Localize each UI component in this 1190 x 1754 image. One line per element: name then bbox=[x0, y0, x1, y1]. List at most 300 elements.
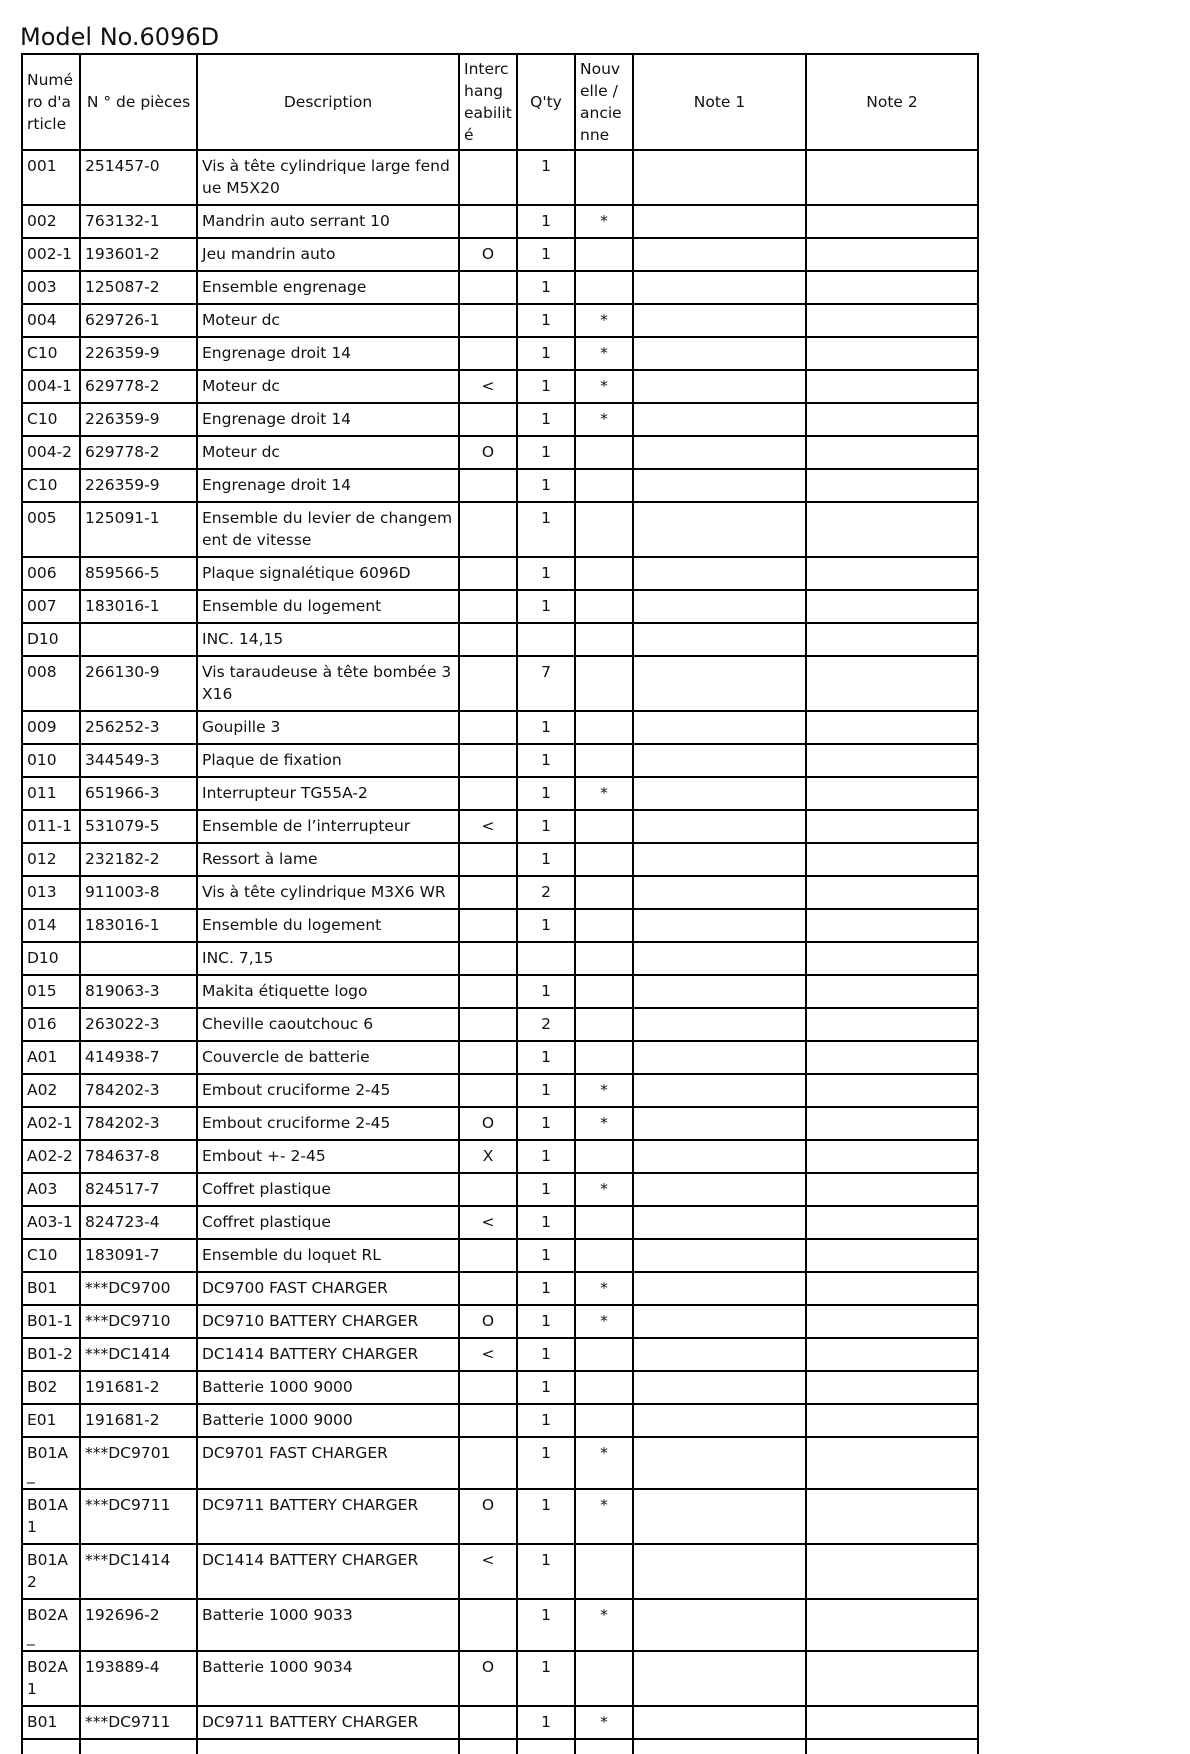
cell-quantity: 1 bbox=[517, 557, 575, 590]
cell-description: DC9701 FAST CHARGER bbox=[197, 1437, 459, 1489]
cell-note1 bbox=[633, 205, 806, 238]
cell-note2 bbox=[806, 271, 978, 304]
table-row bbox=[22, 337, 978, 370]
cell-new-old bbox=[575, 271, 633, 304]
header-note1: Note 1 bbox=[633, 54, 806, 150]
cell-description: Coffret plastique bbox=[197, 1206, 459, 1239]
cell-item-number: 013 bbox=[22, 876, 80, 909]
cell-quantity: 1 bbox=[517, 1599, 575, 1651]
cell-new-old: * bbox=[575, 205, 633, 238]
cell-note2 bbox=[806, 1107, 978, 1140]
table-row bbox=[22, 1272, 978, 1305]
cell-interchangeability bbox=[459, 590, 517, 623]
cell-note2 bbox=[806, 656, 978, 711]
cell-note1 bbox=[633, 1041, 806, 1074]
cell-interchangeability: O bbox=[459, 1305, 517, 1338]
cell-new-old bbox=[575, 843, 633, 876]
cell-part-number: 183091-7 bbox=[80, 1239, 197, 1272]
cell-note2 bbox=[806, 876, 978, 909]
cell-item-number: A02 bbox=[22, 1074, 80, 1107]
cell-quantity: 1 bbox=[517, 777, 575, 810]
cell-note1 bbox=[633, 238, 806, 271]
cell-note1 bbox=[633, 150, 806, 205]
cell-quantity: 1 bbox=[517, 1173, 575, 1206]
cell-new-old bbox=[575, 238, 633, 271]
cell-part-number: 226359-9 bbox=[80, 403, 197, 436]
cell-description: Ensemble engrenage bbox=[197, 271, 459, 304]
cell-quantity bbox=[517, 942, 575, 975]
cell-quantity: 1 bbox=[517, 1544, 575, 1599]
cell-note1 bbox=[633, 1544, 806, 1599]
table-body bbox=[22, 150, 978, 1754]
cell-note2 bbox=[806, 1371, 978, 1404]
table-row bbox=[22, 1437, 978, 1489]
cell-interchangeability bbox=[459, 1371, 517, 1404]
cell-description: Engrenage droit 14 bbox=[197, 337, 459, 370]
cell-description: Vis à tête cylindrique large fendue M5X20 bbox=[197, 150, 459, 205]
cell-note2 bbox=[806, 205, 978, 238]
cell-interchangeability bbox=[459, 271, 517, 304]
cell-new-old bbox=[575, 656, 633, 711]
cell-part-number: 344549-3 bbox=[80, 744, 197, 777]
table-row bbox=[22, 1041, 978, 1074]
cell-note1 bbox=[633, 370, 806, 403]
cell-quantity: 1 bbox=[517, 843, 575, 876]
cell-quantity: 1 bbox=[517, 1371, 575, 1404]
cell-empty bbox=[197, 1739, 459, 1754]
cell-note2 bbox=[806, 711, 978, 744]
cell-description: Embout +- 2-45 bbox=[197, 1140, 459, 1173]
cell-note2 bbox=[806, 403, 978, 436]
cell-note2 bbox=[806, 1489, 978, 1544]
cell-part-number: 414938-7 bbox=[80, 1041, 197, 1074]
header-interchangeability: Interc hang eabilit é bbox=[459, 54, 517, 150]
cell-new-old bbox=[575, 1371, 633, 1404]
table-row bbox=[22, 469, 978, 502]
cell-note2 bbox=[806, 1206, 978, 1239]
cell-item-number: 015 bbox=[22, 975, 80, 1008]
table-row bbox=[22, 810, 978, 843]
cell-quantity: 1 bbox=[517, 150, 575, 205]
cell-note1 bbox=[633, 436, 806, 469]
cell-description: Ressort à lame bbox=[197, 843, 459, 876]
cell-interchangeability bbox=[459, 502, 517, 557]
cell-new-old bbox=[575, 744, 633, 777]
cell-item-number: 011-1 bbox=[22, 810, 80, 843]
cell-interchangeability bbox=[459, 843, 517, 876]
cell-interchangeability bbox=[459, 469, 517, 502]
cell-new-old: * bbox=[575, 1074, 633, 1107]
cell-part-number: ***DC9711 bbox=[80, 1706, 197, 1739]
cell-item-number: 010 bbox=[22, 744, 80, 777]
cell-description: Coffret plastique bbox=[197, 1173, 459, 1206]
cell-description: DC9710 BATTERY CHARGER bbox=[197, 1305, 459, 1338]
cell-part-number bbox=[80, 942, 197, 975]
cell-description: DC9711 BATTERY CHARGER bbox=[197, 1489, 459, 1544]
table-row bbox=[22, 205, 978, 238]
cell-item-number: 009 bbox=[22, 711, 80, 744]
cell-part-number: 263022-3 bbox=[80, 1008, 197, 1041]
cell-part-number: 183016-1 bbox=[80, 909, 197, 942]
cell-item-number: 001 bbox=[22, 150, 80, 205]
cell-new-old bbox=[575, 942, 633, 975]
cell-item-number: 012 bbox=[22, 843, 80, 876]
header-description: Description bbox=[197, 54, 459, 150]
cell-interchangeability bbox=[459, 1437, 517, 1489]
cell-note1 bbox=[633, 1239, 806, 1272]
cell-empty bbox=[459, 1739, 517, 1754]
cell-quantity: 1 bbox=[517, 1074, 575, 1107]
page-title: Model No.6096D bbox=[20, 23, 220, 51]
table-row bbox=[22, 909, 978, 942]
cell-note1 bbox=[633, 271, 806, 304]
cell-note1 bbox=[633, 1706, 806, 1739]
cell-interchangeability bbox=[459, 909, 517, 942]
cell-item-number: 004 bbox=[22, 304, 80, 337]
cell-note1 bbox=[633, 502, 806, 557]
cell-part-number: ***DC1414 bbox=[80, 1338, 197, 1371]
cell-empty bbox=[633, 1739, 806, 1754]
header-note2: Note 2 bbox=[806, 54, 978, 150]
cell-description: Engrenage droit 14 bbox=[197, 469, 459, 502]
cell-note1 bbox=[633, 843, 806, 876]
cell-interchangeability bbox=[459, 403, 517, 436]
cell-part-number: 784202-3 bbox=[80, 1107, 197, 1140]
cell-item-number: E01 bbox=[22, 1404, 80, 1437]
cell-new-old bbox=[575, 1140, 633, 1173]
table-row bbox=[22, 557, 978, 590]
cell-item-number: 004-2 bbox=[22, 436, 80, 469]
cell-description: Plaque de fixation bbox=[197, 744, 459, 777]
cell-interchangeability bbox=[459, 304, 517, 337]
table-row bbox=[22, 403, 978, 436]
cell-new-old bbox=[575, 810, 633, 843]
cell-new-old bbox=[575, 469, 633, 502]
cell-description: INC. 14,15 bbox=[197, 623, 459, 656]
cell-interchangeability bbox=[459, 1239, 517, 1272]
cell-new-old: * bbox=[575, 1272, 633, 1305]
cell-note1 bbox=[633, 1371, 806, 1404]
cell-part-number: 784202-3 bbox=[80, 1074, 197, 1107]
cell-note1 bbox=[633, 557, 806, 590]
cell-new-old bbox=[575, 1041, 633, 1074]
cell-new-old bbox=[575, 436, 633, 469]
table-header-row bbox=[22, 54, 978, 150]
table-row bbox=[22, 1651, 978, 1706]
cell-note2 bbox=[806, 1599, 978, 1651]
cell-item-number: B01-2 bbox=[22, 1338, 80, 1371]
cell-note1 bbox=[633, 777, 806, 810]
table-row bbox=[22, 502, 978, 557]
cell-note2 bbox=[806, 1140, 978, 1173]
cell-note2 bbox=[806, 1173, 978, 1206]
cell-item-number: C10 bbox=[22, 337, 80, 370]
cell-new-old: * bbox=[575, 777, 633, 810]
cell-interchangeability: O bbox=[459, 238, 517, 271]
cell-description: Vis à tête cylindrique M3X6 WR bbox=[197, 876, 459, 909]
cell-quantity: 1 bbox=[517, 304, 575, 337]
cell-interchangeability bbox=[459, 1074, 517, 1107]
cell-note2 bbox=[806, 777, 978, 810]
cell-quantity: 1 bbox=[517, 436, 575, 469]
table-row bbox=[22, 1404, 978, 1437]
table-row bbox=[22, 1239, 978, 1272]
table-row bbox=[22, 1544, 978, 1599]
cell-note2 bbox=[806, 1706, 978, 1739]
cell-quantity: 1 bbox=[517, 469, 575, 502]
cell-new-old bbox=[575, 1338, 633, 1371]
cell-part-number: ***DC9700 bbox=[80, 1272, 197, 1305]
cell-interchangeability: O bbox=[459, 1651, 517, 1706]
cell-item-number: 002 bbox=[22, 205, 80, 238]
cell-interchangeability bbox=[459, 656, 517, 711]
cell-new-old: * bbox=[575, 337, 633, 370]
cell-note1 bbox=[633, 744, 806, 777]
cell-new-old bbox=[575, 623, 633, 656]
cell-interchangeability bbox=[459, 205, 517, 238]
cell-part-number: ***DC9711 bbox=[80, 1489, 197, 1544]
cell-note2 bbox=[806, 1651, 978, 1706]
cell-item-number: D10 bbox=[22, 623, 80, 656]
cell-note2 bbox=[806, 909, 978, 942]
cell-quantity: 1 bbox=[517, 975, 575, 1008]
cell-interchangeability bbox=[459, 1599, 517, 1651]
table-row bbox=[22, 1074, 978, 1107]
cell-note2 bbox=[806, 370, 978, 403]
cell-part-number bbox=[80, 623, 197, 656]
cell-quantity: 1 bbox=[517, 238, 575, 271]
cell-quantity: 2 bbox=[517, 876, 575, 909]
table-row bbox=[22, 656, 978, 711]
cell-note1 bbox=[633, 1489, 806, 1544]
cell-note1 bbox=[633, 304, 806, 337]
cell-item-number: B01A 2 bbox=[22, 1544, 80, 1599]
cell-item-number: A02-1 bbox=[22, 1107, 80, 1140]
cell-note1 bbox=[633, 656, 806, 711]
cell-note1 bbox=[633, 1404, 806, 1437]
cell-interchangeability bbox=[459, 150, 517, 205]
cell-interchangeability: < bbox=[459, 370, 517, 403]
cell-note1 bbox=[633, 909, 806, 942]
cell-note1 bbox=[633, 1140, 806, 1173]
cell-new-old bbox=[575, 502, 633, 557]
cell-interchangeability: X bbox=[459, 1140, 517, 1173]
cell-note1 bbox=[633, 1338, 806, 1371]
cell-note1 bbox=[633, 1651, 806, 1706]
cell-quantity: 1 bbox=[517, 502, 575, 557]
cell-quantity bbox=[517, 623, 575, 656]
cell-part-number: 531079-5 bbox=[80, 810, 197, 843]
cell-quantity: 1 bbox=[517, 1338, 575, 1371]
table-row bbox=[22, 843, 978, 876]
cell-part-number: 226359-9 bbox=[80, 469, 197, 502]
cell-new-old bbox=[575, 557, 633, 590]
cell-description: Moteur dc bbox=[197, 370, 459, 403]
cell-item-number: C10 bbox=[22, 469, 80, 502]
cell-description: Engrenage droit 14 bbox=[197, 403, 459, 436]
cell-note2 bbox=[806, 942, 978, 975]
cell-note1 bbox=[633, 469, 806, 502]
cell-quantity: 1 bbox=[517, 1706, 575, 1739]
cell-interchangeability bbox=[459, 557, 517, 590]
cell-note1 bbox=[633, 1173, 806, 1206]
cell-item-number: 006 bbox=[22, 557, 80, 590]
cell-description: Embout cruciforme 2-45 bbox=[197, 1107, 459, 1140]
cell-interchangeability: < bbox=[459, 1338, 517, 1371]
cell-interchangeability: O bbox=[459, 436, 517, 469]
cell-note2 bbox=[806, 1041, 978, 1074]
cell-note2 bbox=[806, 843, 978, 876]
cell-description: Batterie 1000 9000 bbox=[197, 1404, 459, 1437]
cell-interchangeability bbox=[459, 942, 517, 975]
cell-note2 bbox=[806, 502, 978, 557]
header-new-old: Nouv elle / ancie nne bbox=[575, 54, 633, 150]
cell-note2 bbox=[806, 150, 978, 205]
cell-description: Plaque signalétique 6096D bbox=[197, 557, 459, 590]
cell-quantity: 7 bbox=[517, 656, 575, 711]
cell-note2 bbox=[806, 1272, 978, 1305]
table-row bbox=[22, 623, 978, 656]
cell-description: Batterie 1000 9000 bbox=[197, 1371, 459, 1404]
cell-description: Mandrin auto serrant 10 bbox=[197, 205, 459, 238]
cell-quantity: 2 bbox=[517, 1008, 575, 1041]
table-row bbox=[22, 975, 978, 1008]
cell-interchangeability bbox=[459, 876, 517, 909]
cell-note2 bbox=[806, 623, 978, 656]
cell-interchangeability: < bbox=[459, 810, 517, 843]
cell-description: Moteur dc bbox=[197, 304, 459, 337]
table-row bbox=[22, 1371, 978, 1404]
cell-part-number: 651966-3 bbox=[80, 777, 197, 810]
cell-description: Moteur dc bbox=[197, 436, 459, 469]
parts-table bbox=[21, 53, 979, 1754]
cell-quantity: 1 bbox=[517, 337, 575, 370]
cell-quantity: 1 bbox=[517, 205, 575, 238]
cell-description: Embout cruciforme 2-45 bbox=[197, 1074, 459, 1107]
table-row-cutoff bbox=[22, 1739, 978, 1754]
cell-interchangeability bbox=[459, 337, 517, 370]
cell-empty bbox=[806, 1739, 978, 1754]
cell-item-number: 005 bbox=[22, 502, 80, 557]
table-row bbox=[22, 590, 978, 623]
cell-quantity: 1 bbox=[517, 1041, 575, 1074]
cell-item-number: 014 bbox=[22, 909, 80, 942]
cell-note2 bbox=[806, 304, 978, 337]
table-row bbox=[22, 150, 978, 205]
cell-quantity: 1 bbox=[517, 1140, 575, 1173]
cell-description: DC9700 FAST CHARGER bbox=[197, 1272, 459, 1305]
cell-description: DC1414 BATTERY CHARGER bbox=[197, 1338, 459, 1371]
cell-item-number: 003 bbox=[22, 271, 80, 304]
cell-quantity: 1 bbox=[517, 1489, 575, 1544]
cell-part-number: ***DC1414 bbox=[80, 1544, 197, 1599]
cell-new-old: * bbox=[575, 1437, 633, 1489]
cell-item-number: B02A_ bbox=[22, 1599, 80, 1651]
table-row bbox=[22, 1305, 978, 1338]
cell-note1 bbox=[633, 942, 806, 975]
table-row bbox=[22, 1140, 978, 1173]
cell-description: Couvercle de batterie bbox=[197, 1041, 459, 1074]
cell-quantity: 1 bbox=[517, 1437, 575, 1489]
cell-item-number: B02A 1 bbox=[22, 1651, 80, 1706]
cell-note2 bbox=[806, 436, 978, 469]
cell-new-old: * bbox=[575, 304, 633, 337]
cell-item-number: C10 bbox=[22, 403, 80, 436]
cell-description: Ensemble de l’interrupteur bbox=[197, 810, 459, 843]
cell-interchangeability bbox=[459, 1173, 517, 1206]
cell-part-number: 193601-2 bbox=[80, 238, 197, 271]
cell-quantity: 1 bbox=[517, 810, 575, 843]
cell-quantity: 1 bbox=[517, 711, 575, 744]
table-row bbox=[22, 1206, 978, 1239]
cell-part-number: 824723-4 bbox=[80, 1206, 197, 1239]
cell-new-old bbox=[575, 909, 633, 942]
cell-part-number: 256252-3 bbox=[80, 711, 197, 744]
table-row bbox=[22, 238, 978, 271]
cell-new-old bbox=[575, 1651, 633, 1706]
cell-description: Goupille 3 bbox=[197, 711, 459, 744]
cell-quantity: 1 bbox=[517, 403, 575, 436]
cell-note1 bbox=[633, 403, 806, 436]
cell-item-number: 011 bbox=[22, 777, 80, 810]
cell-interchangeability: < bbox=[459, 1206, 517, 1239]
cell-new-old bbox=[575, 590, 633, 623]
cell-part-number: 824517-7 bbox=[80, 1173, 197, 1206]
cell-note2 bbox=[806, 469, 978, 502]
cell-part-number: 191681-2 bbox=[80, 1371, 197, 1404]
cell-interchangeability bbox=[459, 1041, 517, 1074]
cell-item-number: 004-1 bbox=[22, 370, 80, 403]
cell-description: Batterie 1000 9033 bbox=[197, 1599, 459, 1651]
cell-part-number: 125087-2 bbox=[80, 271, 197, 304]
cell-new-old bbox=[575, 1008, 633, 1041]
cell-interchangeability bbox=[459, 777, 517, 810]
cell-interchangeability: O bbox=[459, 1489, 517, 1544]
cell-item-number: A03 bbox=[22, 1173, 80, 1206]
cell-quantity: 1 bbox=[517, 744, 575, 777]
cell-part-number: 226359-9 bbox=[80, 337, 197, 370]
cell-new-old: * bbox=[575, 1489, 633, 1544]
cell-new-old: * bbox=[575, 1305, 633, 1338]
cell-note2 bbox=[806, 337, 978, 370]
cell-interchangeability bbox=[459, 744, 517, 777]
cell-note2 bbox=[806, 238, 978, 271]
table-row bbox=[22, 370, 978, 403]
cell-quantity: 1 bbox=[517, 1404, 575, 1437]
cell-new-old bbox=[575, 1239, 633, 1272]
cell-note1 bbox=[633, 1599, 806, 1651]
cell-new-old bbox=[575, 150, 633, 205]
cell-note1 bbox=[633, 876, 806, 909]
cell-quantity: 1 bbox=[517, 1239, 575, 1272]
cell-item-number: D10 bbox=[22, 942, 80, 975]
cell-empty bbox=[22, 1739, 80, 1754]
table-row bbox=[22, 942, 978, 975]
cell-item-number: C10 bbox=[22, 1239, 80, 1272]
table-row bbox=[22, 1489, 978, 1544]
cell-interchangeability bbox=[459, 1706, 517, 1739]
cell-new-old bbox=[575, 876, 633, 909]
cell-new-old: * bbox=[575, 1706, 633, 1739]
cell-interchangeability: O bbox=[459, 1107, 517, 1140]
cell-note2 bbox=[806, 1544, 978, 1599]
cell-description: Jeu mandrin auto bbox=[197, 238, 459, 271]
cell-quantity: 1 bbox=[517, 1272, 575, 1305]
header-part-number: N ° de pièces bbox=[80, 54, 197, 150]
cell-quantity: 1 bbox=[517, 1206, 575, 1239]
cell-quantity: 1 bbox=[517, 1107, 575, 1140]
cell-interchangeability bbox=[459, 1404, 517, 1437]
